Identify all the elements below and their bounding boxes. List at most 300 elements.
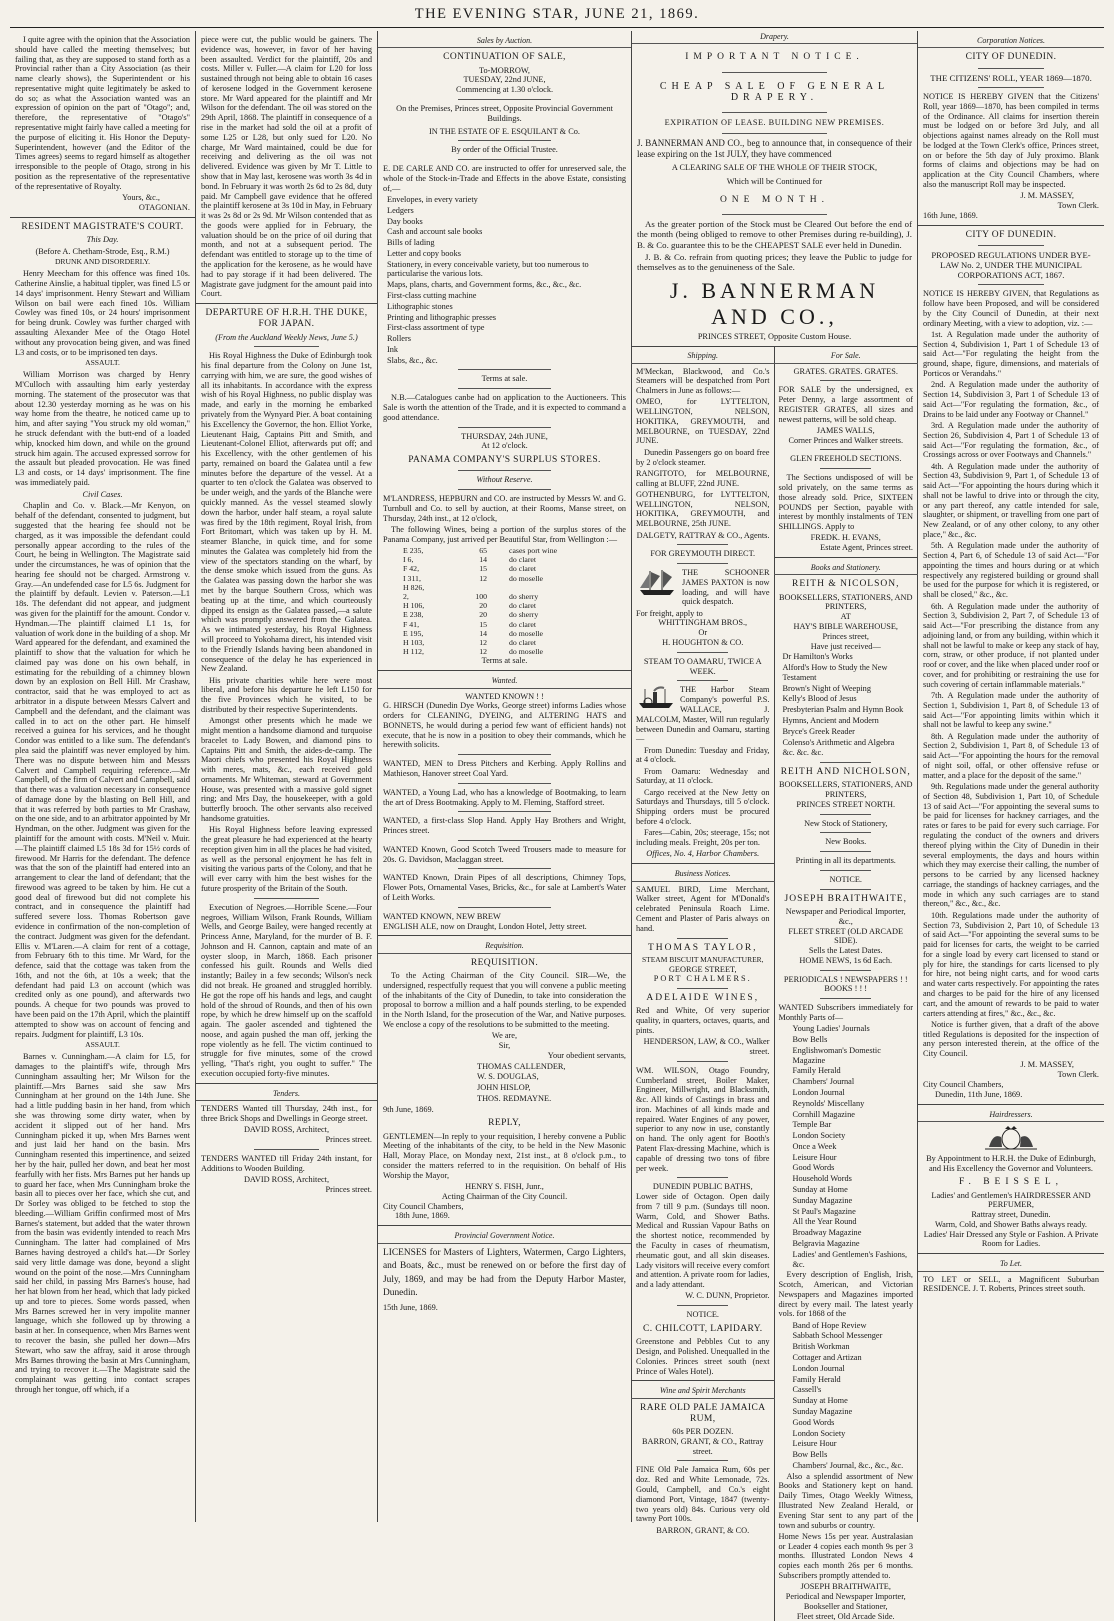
wine-kind: do moselle <box>509 647 543 657</box>
magazine-item: Sunday at Home <box>792 1185 848 1195</box>
bannerman-body: J. BANNERMAN AND CO., beg to announce that, in consequence of their lease expiring on the 1st JULY, they have commenced <box>637 138 912 159</box>
wanted-2: WANTED, MEN to Dress Pitchers and Kerbing. Apply Rollins and Mathieson, Hanover street Coal Yard. <box>383 759 626 778</box>
wine-row <box>403 601 626 610</box>
wine-qty: 15 <box>479 564 487 574</box>
reith2-line-1: New Stock of Stationery, <box>804 818 888 828</box>
drunk-body: Henry Meecham for this offence was fined 10s. Catherine Ainslie, a habitual tippler, was fined L5 or 14 days' imprisonment. Henry Stewart and William Wilson on bail were each fined 10s. William Cowley was fined 10s, or 24 hours' imprisonment for being drunk. Cowley was further charged with assaulting Alexander Mee of the Otago Hotel without any provocation being given, and was fined L3 and costs, or to be imprisoned ten days. <box>15 269 190 357</box>
braithwaite-2-signature: JOSEPH BRAITHWAITE, <box>800 1582 891 1592</box>
proposed-body: NOTICE IS HEREBY GIVEN, that Regulations as follow have been Proposed, and will be considered by the City Council of Dunedin, at their next ordinary Meeting, with a view to adoption, viz. :— <box>923 289 1099 328</box>
letter-close: Yours, &c., <box>122 193 160 202</box>
bannerman-body-3: J. B. & Co. refrain from quoting prices; they leave the Public to judge for themselves as to the genuineness of the Sale. <box>637 251 912 272</box>
decarle-item: Letter and copy books <box>387 248 461 258</box>
requisition-name: W. S. DOUGLAS, <box>477 1072 539 1082</box>
tender-2-address: Princes street. <box>325 1184 372 1194</box>
magazine-item: Once a Week <box>792 1141 837 1151</box>
taylor-port: PORT CHALMERS. <box>653 974 752 984</box>
wanted-4: WANTED, a first-class Slop Hand. Apply Hay Brothers and Wright, Princes street. <box>383 816 626 836</box>
wine-heading: Wine and Spirit Merchants <box>631 1385 775 1398</box>
magazine-item: Cassell's <box>792 1385 822 1395</box>
column-1 <box>10 31 196 1522</box>
chilcott-body: Greenstone and Pebbles Cut to any Design, and Polished. Unequalled in the Colonies. Princes street south (next Prince of Wales Hotel). <box>636 1337 770 1376</box>
baths-body: Lower side of Octagon. Open daily from 7 till 9 p.m. (Sundays till noon. Warm, Cold, and Shower Baths. Medical and Russian Vapour Baths on the shortest notice, recommended by the Faculty in cases of rheumatism, rheumatic gout, and all skin diseases. Lady visitors will receive every comfort and attention. A private room for ladies, and a lady attendant. <box>636 1192 770 1290</box>
departure-body-1: His Royal Highness the Duke of Edinburgh took his final departure from the Colony on June 1st, carrying with him, we are sure, the good wishes of all its inhabitants. In accordance with the express wish of his Royal Highness, no public display was made, and early in the morning he embarked privately from the Wynyard Pier. A boat containing his Excellency the Governor, the hon. Elliot Yorke, Lieutenant Haig, Captains Pitt and Smith, and Lieutenant-Colonel Elliot, afterwards put off; and his Excellency, with the other gentlemen of his party, remained on board the Galatea until a few minutes before the departure of the vessel. At a quarter to ten o'clock the Galatea was observed to be under weigh, and the yards of the Blanche were quickly manned. As the vessel steamed slowly down the harbor, under half steam, a royal salute was fired by the 18th regiment, Royal Irish, from Fort Britomart, which was taken up by H. M. steamer Blanche, in quick time, and for some minutes the Galatea was completely hid from the view of the spectators standing on the wharf, by the dense smoke which issued from the guns. As the Galatea was passing down the harbor she was met by the barque Southern Cross, which was beating up at the time, and which courteously dipped its ensign as the Galatea passed,—a salute which was promptly answered from the Galatea. As we intimated yesterday, his Royal Highness will proceed to Yokohama direct, his intended visit to the Friendly Islands having been abandoned in consequence of the delay he has experienced in New Zealand. <box>201 351 372 674</box>
adelaide-title: ADELAIDE WINES, <box>646 993 760 1004</box>
magazine-item: London Society <box>792 1428 846 1438</box>
expiration-lease: EXPIRATION OF LEASE. BUILDING NEW PREMISES. <box>664 118 885 128</box>
wine-qty: 15 <box>479 619 487 629</box>
wallace-fares: Fares—Cabin, 20s; steerage, 15s; not including meals. Freight, 20s per ton. <box>636 828 770 848</box>
wine-qty: 14 <box>479 628 487 638</box>
sale-date-2: THURSDAY, 24th JUNE, <box>461 431 548 441</box>
wine-mark: H 826, <box>403 582 425 592</box>
decarle-item: Slabs, &c., &c. <box>387 355 438 365</box>
reith-items-list <box>779 652 914 758</box>
braithwaite-2-address: Fleet street, Old Arcade Side. <box>796 1611 895 1621</box>
wine-mark: F 41, <box>403 619 420 629</box>
decarle-items-list <box>383 195 626 366</box>
decarle-item: Printing and lithographic presses <box>387 312 496 322</box>
reply-title: REPLY, <box>488 1118 521 1129</box>
provincial-body: LICENSES for Masters of Lighters, Watermen, Cargo Lighters, and Boats, &c., must be renewed on or before the first day of July, 1869, and may be had from the Deputy Harbor Master, Dunedin. <box>383 1247 626 1299</box>
reith2-title: REITH AND NICHOLSON, <box>780 767 911 778</box>
court-day: This Day. <box>86 234 119 244</box>
wine-mark: I 311, <box>403 573 421 583</box>
magazines-list-2 <box>789 1321 914 1471</box>
reith-item: Bryce's Greek Reader <box>782 726 855 736</box>
wine-row <box>403 583 626 592</box>
wine-mark: H 112, <box>403 647 424 657</box>
wine-row <box>403 564 626 573</box>
decarle-item: Bills of lading <box>387 238 435 248</box>
without-reserve: Without Reserve. <box>476 475 533 485</box>
sale-premises: On the Premises, Princes street, Opposite Provincial Government Buildings. <box>396 103 613 123</box>
grates-address: Corner Princes and Walker streets. <box>788 435 904 445</box>
roll-body: NOTICE IS HEREBY GIVEN that the Citizens' Roll, year 1869—1870, has been compiled in terms of the Ordinance. All claims for insertion therein must be lodged on or before 3rd July, and all objections against names already on the Roll must be lodged at the Town Clerk's office, Princes street, on or before the 5th day of July proximo. Blank forms of claims and objections may be had on application at the City Council Chambers, where also the manuscript Roll may be inspected. <box>923 92 1099 190</box>
letter-signature: OTAGONIAN. <box>138 202 190 212</box>
paxton-or: Or <box>698 628 708 638</box>
adelaide-signature: HENDERSON, LAW, & CO., Walker street. <box>643 1037 770 1056</box>
magazine-item: Sunday Magazine <box>792 1195 853 1205</box>
regulation-item: 9th. Regulations made under the general authority of Section 48, Subdivision 1, Part 10, of Schedule 13 of said Act—"For appointing the several sums to be paid for licenses for hackney carriages, and the rates or fares to be paid for every such carriage. For regulating the conduct of the owners and drivers thereof plying within the City of Dunedin in their several employments, the days and hours within which they may exercise their calling, the number of persons to be carried by any licensed hackney carriage, the standings of hackney carriages, and the mode in which any such carriages are to stand thereon," &c., &c., &c. <box>923 782 1099 909</box>
column-4-left <box>632 347 775 1621</box>
rum-signature: BARRON, GRANT, & CO., Rattray street. <box>641 1436 764 1456</box>
ship-4: RANGITOTO, for MELBOURNE, calling at BLUFF, 22nd JUNE. <box>636 468 770 488</box>
baths-title: DUNEDIN PUBLIC BATHS, <box>652 1182 753 1192</box>
braithwaite-sells: Sells the Latest Dates. <box>808 946 883 956</box>
assault-body: William Morrison was charged by Henry M'Culloch with assaulting him early yesterday morning. The statement of the prosecutor was that about 12.30 yesterday morning as he was on his way home from the theatre, he noticed came up to him, and after saying "You struck my old woman," he struck defendant with the butt-end of a loaded whip, knocked him down, and while on the ground struck him again. The accused expressed sorrow for the assault but pleaded provocation. He was fined L3 and costs, or 14 days' imprisonment. The fine was immediately paid. <box>15 370 190 487</box>
grates-signature: JAMES WALLS, <box>816 425 875 435</box>
wine-kind: do moselle <box>509 628 543 638</box>
requisition-heading: Requisition. <box>378 940 631 953</box>
provincial-heading: Provincial Government Notice. <box>378 1230 631 1243</box>
wine-mark: I 6, <box>403 555 414 565</box>
wine-row <box>403 620 626 629</box>
assault2-heading: ASSAULT. <box>85 1040 120 1050</box>
column-3 <box>378 31 632 1522</box>
civil-body: Chaplin and Co. v. Black.—Mr Kenyon, on behalf of the defendant, consented to judgment, but suggested that the hearing fee should not be charged, as it was impossible the defendant could personally appear according to the rules of the Court, he being in Wellington. The Magistrate said under the circumstances, he was of opinion that the hearing fee should not be charged. Armstrong v. Gray.—An undefended case for L5 6s. Judgment for the plaintiff by default. Levien v. Paterson.—L1 18s. The defendant did not appear, and judgment was given for the plaintiff for the amount. Condor v. Hyndman.—The plaintiff claimed L1 1s, for valuation of work done in the building of a shop. Mr Ward appeared for the defendant, and examined the plaintiff to show that the valuation for which he claimed pay was done on his own behalf, in estimating for the rebuilding of a chimney blown down by an explosion on Bell Hill. Mr Crashaw, contractor, said that he was employed to act as arbitrator in a dispute between Messrs Calvert and Campbell and the defendant, and the claimant was called in to act on the other part. He himself received a guinea for his services, and he thought Condor was entitled to a like sum. The defendant's plea said the plaintiff was never employed by him. There was no dispute between him and Messrs Calvert and Campbell requiring reference.—Mr Campbell, of the firm of Calvert and Campbell, said that there was a valuation necessary in consequence of damage done by the blasting on Bell Hill, and that it was referred by both parties to Mr Crashaw, on the one side, and to an arbitrator appointed by Mr Hyndman, on the other. Judgment was given for the plaintiff for the amount with costs. M'Neil v. Muir.—The plaintiff claimed L5 18s 3d for 15½ cords of firewood. Mr Harris for the defendant. The defence was that the son of the plaintiff had entered into an arrangement to clear the land of defendant; that the firewood was agreed to be taken by him. He cut a good deal of firewood but did not complete his contract, and in consequence the plaintiff had suffered severe loss. Thomas Robertson gave evidence in confirmation of the non-completion of the contract. Judgment was given for the defendant. Ellis v. M'Laren.—A claim for rent of a cottage, from February 6th to this time. Mr Ward, for the defence, said that the cottage was taken from the 16th, and not the 6th, at 10s a week; that the defendant had paid L3 on account (which was credited only as one pound), and afterwards two pounds. A cheque for two pounds was proved to have been paid on the 17th April, which the plaintiff attempted to show was on account of fencing and repairs. Judgment for plaintiff, L3 10s. <box>15 501 190 1039</box>
departure-source: (From the Auckland Weekly News, June 5.) <box>215 332 358 342</box>
requisition-title: REQUISITION. <box>470 957 539 968</box>
clearing-sale: A CLEARING SALE OF THE WHOLE OF THEIR STOCK, <box>671 163 878 173</box>
ship-2: OMEO, for LYTTELTON, WELLINGTON, NELSON, HOKITIKA, GREYMOUTH, and MELBOURNE, on TUESDAY, 22nd JUNE. <box>636 397 770 446</box>
magazine-item: Chambers' Journal <box>792 1077 855 1087</box>
regulation-item: 6th. A Regulation made under the authority of Section 3, Subdivision 2, Part 7, of Schedule 13 of said Act—"For prescribing the distance from any adjoining land, or from any building, within which it shall not be lawful to make or keep any stack of hay, corn, straw, or other produce, if not planted under roof or cover, and the like when placed under roof or cover, and for prohibiting or restraining the use for such covering of certain inflammable materials." <box>923 601 1099 689</box>
magazine-item: Household Words <box>792 1174 852 1184</box>
wine-kind: do claret <box>509 564 537 574</box>
requisition-name: JOHN HISLOP, <box>477 1083 531 1093</box>
drapery-section <box>632 31 917 342</box>
fine-signature: BARRON, GRANT, & CO. <box>656 1525 750 1535</box>
sale-estate: IN THE ESTATE OF E. ESQUILANT & Co. <box>429 126 580 136</box>
reith-have: Have just received— <box>810 641 881 651</box>
reply-signature: HENRY S. FISH, Junr., <box>465 1182 544 1192</box>
glen-body: The Sections undisposed of will be sold privately, on the same terms as those already sold. Price, SIXTEEN POUNDS per Section, payable with interest by monthly instalments of TEN SHILLINGS. Apply to <box>778 473 913 532</box>
requisition-date: 9th June, 1869. <box>383 1104 434 1114</box>
rum-title: RARE OLD PALE JAMAICA RUM, <box>640 1402 766 1424</box>
wine-qty: 65 <box>479 546 487 556</box>
tomorrow: To-MORROW, <box>479 65 530 75</box>
schooner-icon <box>636 568 678 601</box>
wanted-7-title: WANTED KNOWN, NEW BREW <box>383 911 501 921</box>
steamer-icon <box>636 685 676 714</box>
paxton-agent-1: WHITTINGHAM BROS., <box>658 618 748 628</box>
periodicals-body: WANTED Subscribers immediately for Monthly Parts of— <box>778 1003 913 1023</box>
magazine-item: Leisure Hour <box>792 1152 837 1162</box>
greymouth-title: FOR GREYMOUTH DIRECT. <box>650 549 756 559</box>
assault-heading: ASSAULT. <box>85 358 120 368</box>
magazine-item: Broadway Magazine <box>792 1228 862 1238</box>
baths-signature: W. C. DUNN, Proprietor. <box>685 1291 770 1301</box>
wine-qty: 20 <box>479 601 487 611</box>
decarle-body: E. DE CARLE AND CO. are instructed to offer for unreserved sale, the whole of the Stock-in-Trade and Effects in the above Estate, consisting of,— <box>383 164 626 193</box>
braithwaite-title: JOSEPH BRAITHWAITE, <box>784 893 907 904</box>
drapery-heading: Drapery. <box>632 31 917 44</box>
court-before: (Before A. Chetham-Strode, Esq., R.M.) <box>35 246 170 256</box>
wine-row <box>403 647 626 656</box>
magazine-item: Cornhill Magazine <box>792 1109 855 1119</box>
rum-price: 60s PER DOZEN. <box>672 1427 734 1437</box>
roll-signature: J. M. MASSEY, <box>1020 191 1074 201</box>
paxton-agent-2: H. HOUGHTON & CO. <box>662 638 744 648</box>
books-heading: Books and Stationery. <box>774 562 919 575</box>
magazine-item: London Journal <box>792 1363 845 1373</box>
ship-agents: DALGETY, RATTRAY & CO., Agents. <box>636 530 770 540</box>
reith-item: &c. &c. &c. <box>782 748 824 758</box>
magazine-item: Good Words <box>792 1417 835 1427</box>
magazine-item: Chambers' Journal, &c., &c., &c. <box>792 1460 904 1470</box>
decarle-item: Stationery, in every conceivable variety, but too numerous to particularise the various lots. <box>387 259 589 279</box>
taylor-title: THOMAS TAYLOR, <box>647 942 758 953</box>
wine-row <box>403 555 626 564</box>
one-month: ONE MONTH. <box>719 194 830 205</box>
wine-qty: 20 <box>479 610 487 620</box>
column-4 <box>632 31 918 1621</box>
requisition-sir: Sir, <box>498 1040 511 1050</box>
decarle-item: Ink <box>387 344 399 354</box>
continued-for: Which will be Continued for <box>726 177 823 187</box>
braithwaite-home-news: HOME NEWS, 1s 6d Each. <box>799 955 893 965</box>
regulation-item: 3rd. A Regulation made under the authority of Section 26, Subdivision 4, Part 1 of Schedule 13 of said Act—"For regulating the formation, &c., of Crossings across or over Footways and Channels." <box>923 420 1099 460</box>
glen-address: Estate Agent, Princes street. <box>820 543 913 553</box>
column-2 <box>196 31 378 1522</box>
periodicals-body-3: Also a splendid assortment of New Books and Stationery kept on hand. Daily Times, Otago Weekly Witness, Illustrated New Zealand Herald, or Evening Star sent to any part of the town and suburbs or country. <box>778 1471 913 1530</box>
prices: Home News 15s per year. Australasian or Leader 4 copies each month 9s per 3 months. Illustrated London News 4 copies each month 26s per 6 months. Subscribers promptly attended to. <box>778 1531 913 1580</box>
wine-list <box>403 546 626 656</box>
shipping-heading: Shipping. <box>631 350 775 363</box>
wanted-heading: Wanted. <box>378 675 631 688</box>
sale-heading: For Sale. <box>774 350 919 363</box>
steam-title: STEAM TO OAMARU, TWICE A WEEK. <box>643 656 762 676</box>
drunk-heading: DRUNK AND DISORDERLY. <box>54 257 151 267</box>
taylor-sub: STEAM BISCUIT MANUFACTURER, <box>641 954 764 964</box>
ship-5: GOTHENBURG, for LYTTELTON, WELLINGTON, NELSON, HOKITIKA, GREYMOUTH, and MELBOURNE, 25th JUNE. <box>636 489 770 529</box>
reith-item: Dr Hamilton's Works <box>782 652 853 662</box>
regulation-item: 10th. Regulations made under the authority of Section 73, Subdivision 2, Part 10, of Schedule 13 of said Act—"For appointing the several sums to be paid for licenses for carts, the weight to be carried for a single load by every cart licensed to stand or ply for hire, the standings for carts licensed to ply for hire, not being night carts, and for wood carts and water carts respectively. For appointing the rates and charges to be paid for the hire of any licensed cart, and the amount of rewards to be paid to water carters attending at fires," &c., &c., &c. <box>923 910 1099 1018</box>
regulation-item: 5th. A Regulation made under the authority of Section 4, Part 6, of Schedule 13 of said Act—"For appointing the times and hours during or at which respectively any registered building or ground shall be used for the purpose for which it is registered, or shall be closed," &c., &c. <box>923 541 1099 600</box>
sale-time-1: Commencing at 1.30 o'clock. <box>455 85 554 95</box>
requisition-name: THOMAS CALLENDER, <box>477 1061 566 1071</box>
civil-heading: Civil Cases. <box>82 489 123 499</box>
tender-1: TENDERS Wanted till Thursday, 24th inst., for three Brick Shops and Dwellings in George street. <box>201 1104 372 1124</box>
proposed-place: City Council Chambers, <box>923 1080 1004 1090</box>
wine-kind: cases port wine <box>509 546 558 556</box>
city-of-dunedin-1: CITY OF DUNEDIN. <box>965 52 1057 63</box>
magazine-item: Ladies' and Gentlemen's Fashions, &c. <box>792 1249 908 1269</box>
regulation-item: 8th. A Regulation made under the authority of Section 2, Subdivision 1, Part 8, of Schedule 13 of said Act—"For appointing the hours for the removal of night soil, offal, or other offensive refuse or matter, and a place for the deposit of the same." <box>923 731 1099 780</box>
regulation-item: 7th. A Regulation made under the authority of Section 1, Subdivision 1, Part 8, of Schedule 13 of said Act—"For appointing limits within which it shall not be lawful to keep any swine." <box>923 691 1099 730</box>
wine-mark: H 103, <box>403 637 425 647</box>
reith-item: Hymns, Ancient and Modern <box>782 716 879 726</box>
column-5 <box>918 31 1104 1522</box>
auction-heading: Sales by Auction. <box>378 35 631 48</box>
taylor-street: GEORGE STREET, <box>668 964 737 974</box>
hair-sub: Ladies' and Gentlemen's HAIRDRESSER AND PERFUMER, <box>931 1190 1091 1210</box>
reith2-line-3: Printing in all its departments. <box>795 856 896 866</box>
reith-item: Alford's How to Study the New Testament <box>782 663 888 682</box>
adelaide-body: Red and White, Of very superior quality, in quarters, octaves, quarts, and pints. <box>636 1006 770 1035</box>
roll-role: Town Clerk. <box>1057 201 1099 211</box>
proposed-role: Town Clerk. <box>1057 1070 1099 1080</box>
decarle-item: Maps, plans, charts, and Government forms, &c., &c., &c. <box>387 280 582 290</box>
requisition-names <box>473 1062 626 1104</box>
wallace-office: Offices, No. 4, Harbor Chambers. <box>646 849 760 859</box>
tender-1-address: Princes street. <box>325 1135 372 1145</box>
terms-2: Terms at sale. <box>481 656 528 666</box>
wine-mark: E 235, <box>403 546 424 556</box>
columns <box>10 31 1104 1621</box>
bannerman-address: PRINCES STREET, Opposite Custom House. <box>697 332 852 342</box>
wine-kind: do claret <box>509 555 537 565</box>
departure-title: DEPARTURE OF H.R.H. THE DUKE, FOR JAPAN. <box>205 308 368 330</box>
reith2-sub: BOOKSELLERS, STATIONERS, AND PRINTERS, <box>779 780 913 800</box>
wallace-schedule-1: From Dunedin: Tuesday and Friday, at 4 o'clock. <box>636 745 770 765</box>
magazine-item: London Journal <box>792 1088 845 1098</box>
wanted-7-body: ENGLISH ALE, now on Draught, London Hotel, Jetty street. <box>383 921 587 931</box>
notice-title: NOTICE. <box>829 875 862 885</box>
tender-2: TENDERS WANTED till Friday 24th instant, for Additions to Wooden Building. <box>201 1153 372 1173</box>
magazine-item: Sunday at Home <box>792 1396 848 1406</box>
periodicals-title: PERIODICALS ! NEWSPAPERS ! ! BOOKS ! ! ! <box>783 974 908 994</box>
wine-kind: do claret <box>509 637 537 647</box>
wine-row <box>403 610 626 619</box>
wine-kind: do claret <box>509 619 537 629</box>
wine-qty: 14 <box>479 555 487 565</box>
departure-body-3: Amongst other presents which he made we might mention a handsome diamond and turquoise bracelet to Lady Bowen, and diamond pins to Captains Pitt and Smith, the aides-de-camp. The Maori chiefs who presented his Royal Highness with meres, mats, &c., each received gold ornaments. Mr Whiteman, steward at Government House, was presented with a massive gold signet ring; and Mrs Day, the housekeeper, with a gold butterfly brooch. The other servants also received handsome gratuities. <box>201 716 372 823</box>
decarle-item: Lithographic stones <box>387 301 453 311</box>
magazine-item: Bow Bells <box>792 1035 828 1045</box>
departure-body-2: His private charities while here were most liberal, and before his departure he left L150 for the five Provinces which he visited, to be distributed by their respective Superintendents. <box>201 675 372 714</box>
decarle-item: First-class assortment of type <box>387 323 485 333</box>
regulation-item: 1st. A Regulation made under the authority of Section 4, Subdivision 1, Part 1 of Schedule 13 of said Act—"For regulating the height from the ground, shape, figure, dimensions, and materials of Porticos or Verandahs." <box>923 329 1099 379</box>
requisition-body: To the Acting Chairman of the City Council. SIR—We, the undersigned, respectfully request that you will convene a public meeting of the inhabitants of the City of Dunedin, to take into consideration the proposal to borrow a million and a half pounds sterling, to be expended in the North Island, for the prosecution of the War, and Native purposes. We enclose a copy of the resolutions to be submitted to the meeting. <box>383 970 626 1029</box>
wanted-1-title: WANTED KNOWN ! ! <box>465 691 544 701</box>
wine-row <box>403 546 626 555</box>
wine-kind: do moselle <box>509 573 543 583</box>
magazine-item: All the Year Round <box>792 1217 857 1227</box>
court-continued: piece were cut, the public would be gainers. The evidence was, however, in favor of her having been assaulted. Verdict for the plaintiff, 20s and costs. Miller v. Fuller.—A claim for L20 for loss sustained through not being able to obtain 16 cases of kerosene lodged in the Government kerosene store. Mr Ward appeared for the plaintiff and Mr Wilson for the defendant. The oil was stored on the 29th April, 1868. The plaintiff in consequence of a rise in the market had sold the oil at a profit of some L25 or L28, but only sued for L20. No charge, Mr Ward maintained, could be due for receiving and delivering as the oil was not delivered. Evidence was given by Mr T. Little to show that in May last, kerosene was worth 3s 4d in bond. In February it was worth 2s 6d to 2s 8d, duty paid. Mr Campbell gave evidence that he offered the plaintiff kerosene at 3s 10d in May, in February it was 2s 8d or 2s 9d. Mr Wilson contended that as the goods were applied for in February, the valuation should be on the price of oil during that month, and not at a subsequent period. The defendant was entitled to storage up to the time of the application for the kerosene, as he would have had to pay storage if it had been delivered. The Magistrate gave judgment for the amount paid into Court. <box>201 35 372 299</box>
proposed-date: Dunedin, 11th June, 1869. <box>935 1089 1023 1099</box>
magazine-item: St Paul's Magazine <box>792 1206 856 1216</box>
assault2-body: Barnes v. Cunningham.—A claim for L5, for damages to the plaintiff's wife, through Mrs Cunningham assaulting her; Mr Wilson for the plaintiff.—Mrs Barnes said she saw Mrs Cunningham at her ground on the 14th June. She had a little pudding basin in her hand, from which she was throwing some dirty water, when by accident it slipped out of her hand. Mrs Cunningham picked it up, when Mrs Barnes went and just laid her hand on the basin. Mrs Cunningham resented this impertinence, and seized her by the hair, pulled her down, and beat her most fearfully with her fists. Mrs Barnes put her hands up to guard her face, when Mrs Cunningham broke the basin all to pieces over her face, which she cut, and Dr Sorley was obliged to be fetched to stop the bleeding.—William Griffin confirmed most of Mrs Barnes's statement, but added that the water thrown from the basin was evidently intended to reach Mrs Cunningham. The latter had complained of Mrs Barnes having destroyed a child's hat.—Dr Sorley said very little damage was done, beyond a slight wound on the point of the nose.—Mrs Cunningham said her child, in passing Mrs Barnes's house, had her hat blown from her head, which that lady picked up and tore to pieces. Some words passed, when Mrs Barnes screwed her in very impolite manner language, which she followed up by throwing a basin at her. In consequence, when Mrs Barnes went to recover the basin, she pulled her down—Mrs Stewart, who saw the affray, said it arose through Mrs Barnes throwing the basin at Mrs Cunningham, and trying to recover it.—The Magistrate said the complainant was getting into contact scrapes through her tongue, off which, if a <box>15 1052 190 1394</box>
wine-row <box>403 638 626 647</box>
wine-kind: do sherry <box>509 591 539 601</box>
magazine-item: Bow Bells <box>792 1450 828 1460</box>
reply-place: City Council Chambers, <box>383 1201 464 1211</box>
grates-title: GRATES. GRATES. GRATES. <box>793 366 898 376</box>
reply-role: Acting Chairman of the City Council. <box>441 1191 568 1201</box>
wine-kind: do sherry <box>509 610 539 620</box>
decarle-item: First-class cutting machine <box>387 290 477 300</box>
ship-3: Dunedin Passengers go on board free by 2 o'clock steamer. <box>636 447 770 467</box>
royal-crest-icon <box>923 1125 1099 1154</box>
column-4-split <box>632 346 917 1621</box>
reply-date: 18th June, 1869. <box>395 1211 450 1221</box>
wine-mark: H 106, <box>403 601 425 611</box>
magazine-item: Temple Bar <box>792 1120 832 1130</box>
sale-date-1: TUESDAY, 22nd JUNE, <box>463 75 546 85</box>
magazine-item: Good Words <box>792 1163 835 1173</box>
wanted-5: WANTED Known, Good Scotch Tweed Trousers made to measure for 20s. G. Davidson, Maclaggan street. <box>383 844 626 864</box>
requisition-servants: Your obedient servants, <box>547 1050 626 1060</box>
corporation-heading: Corporation Notices. <box>918 35 1104 48</box>
magazine-item: Belgravia Magazine <box>792 1238 860 1248</box>
tender-2-signature: DAVID ROSS, Architect, <box>243 1174 330 1184</box>
sale-order: By order of the Official Trustee. <box>451 145 558 155</box>
wallace-body: THE Harbor Steam Company's powerful P.S. WALLACE, J. MALCOLM, Master, Will run regularly between Dunedin and Oamaru, starting— <box>636 685 770 744</box>
reith-title: REITH & NICOLSON, <box>791 579 900 590</box>
mlandress-body: M'LANDRESS, HEPBURN and CO. are instructed by Messrs W. and G. Turnbull and Co. to sell by auction, at their Rooms, Manse street, on Thursday, 24th inst., at 12 o'clock, <box>383 494 626 523</box>
decarle-item: Rollers <box>387 334 411 344</box>
hair-body: By Appointment to H.R.H. the Duke of Edinburgh, and His Excellency the Governor and Volunteers. <box>926 1153 1096 1173</box>
departure-body-4: His Royal Highness before leaving expressed the great pleasure he had experienced at the hearty reception given him in all the places he had visited, as well as the personal enjoyment he has felt in visiting the various parts of the Colony, and that he will ever carry with him the best wishes for the future prosperity of the Britain of the South. <box>201 825 372 893</box>
magazine-item: Leisure Hour <box>792 1439 837 1449</box>
regulation-item: 2nd. A Regulation made under the authority of Section 14, Subdivision 3, Part 1 of Schedule 13 of said Act—"For regulating the formation, &c., of Drains to be laid under any Footway or Channel." <box>923 380 1099 419</box>
wine-kind: do claret <box>509 601 537 611</box>
sale-time-2: At 12 o'clock. <box>481 441 528 451</box>
regulations-list <box>923 330 1099 1018</box>
ship-1: M'Meckan, Blackwood, and Co.'s Steamers will be despatched from Port Chalmers in June as follows:— <box>636 366 770 396</box>
grates-body: FOR SALE by the undersigned, ex Peter Denny, a large assortment of REGISTER GRATES, all sizes and newest patterns, will be sold cheap. <box>778 385 913 424</box>
decarle-item: Day books <box>387 216 423 226</box>
wallace-cargo: Cargo received at the New Jetty on Saturdays and Thursdays, till 5 o'clock. Shipping orders must be procured before 4 o'clock. <box>636 787 770 827</box>
decarle-item: Ledgers <box>387 205 414 215</box>
masthead: THE EVENING STAR, JUNE 21, 1869. <box>10 0 1104 28</box>
reply-body: GENTLEMEN—In reply to your requisition, I hereby convene a Public Meeting of the inhabitants of the city, to be held in the New Masonic Hall, Moray Place, on Monday next, 21st inst., at 8 o'clock p.m., to consider the matters referred to in the requisition. On behalf of His Worship the Mayor, <box>383 1131 626 1180</box>
magazine-item: Family Herald <box>792 1066 841 1076</box>
tender-1-signature: DAVID ROSS, Architect, <box>243 1125 330 1135</box>
court-title: RESIDENT MAGISTRATE'S COURT. <box>21 221 184 232</box>
requisition-name: THOS. REDMAYNE. <box>477 1093 552 1103</box>
nb-note: N.B.—Catalogues canbe had on application to the Auctioneers. This Sale is worth the attention of the Trade, and it is expected to command a good attendance. <box>383 393 626 422</box>
magazine-item: Sabbath School Messenger <box>792 1331 883 1341</box>
wine-qty <box>457 583 487 592</box>
wine-qty: 100 <box>475 591 487 601</box>
wine-mark: F 42, <box>403 564 420 574</box>
reith-item: Colenso's Arithmetic and Algebra <box>782 737 895 747</box>
samuel-bird: SAMUEL BIRD, Lime Merchant, Walker street, Agent for M'Donald's celebrated Peninsula Roach Lime. Cement and Plaster of Paris always on hand. <box>636 884 770 933</box>
requisition-we: We are, <box>491 1031 518 1041</box>
fine-rum: FINE Old Pale Jamaica Rum, 60s per doz. Red and White Lemonade, 72s. Gould, Campbell, and Co.'s eight diamond Port, Vintage, 1847 (twenty-two years old) 84s. Curious very old tawny Port 100s. <box>636 1465 770 1524</box>
reith-sub: BOOKSELLERS, STATIONERS, AND PRINTERS, <box>779 592 913 612</box>
decarle-item: Envelopes, in every variety <box>387 194 478 204</box>
roll-title: THE CITIZENS' ROLL, YEAR 1869—1870. <box>930 72 1092 83</box>
periodicals-body-2: Every description of English, Irish, Scotch, American, and Victorian Newspapers and Magazines imported direct by every mail. The latest yearly vols. for 1868 of the <box>778 1270 913 1319</box>
wine-qty: 12 <box>479 647 487 657</box>
proposed-signature: J. M. MASSEY, <box>1020 1060 1074 1070</box>
wanted-3: WANTED, a Young Lad, who has a knowledge of Bootmaking, to learn the art of Dress Bootmaking. Apply to M. Fleming, Stafford street. <box>383 787 626 807</box>
wine-qty: 12 <box>479 637 487 647</box>
reith2-line-2: New Books. <box>825 837 867 847</box>
wanted-1-body: G. HIRSCH (Dunedin Dye Works, George street) informs Ladies whose orders for CLEANING, DYEING, and ALTERING HATS and BONNETS, he would during a period few want of efficient hands) not execute, that he is now in a position to obey their commands, which he herewith solicits. <box>383 701 626 750</box>
notice-small: NOTICE. <box>686 1310 719 1320</box>
glen-title: GLEN FREEHOLD SECTIONS. <box>790 454 902 464</box>
magazine-item: Cottager and Artizan <box>792 1353 862 1363</box>
reith2-address: PRINCES STREET NORTH. <box>796 799 896 809</box>
column-4-right <box>775 347 918 1621</box>
magazine-item: Young Ladies' Journals <box>792 1024 870 1034</box>
to-let-heading: To Let. <box>918 1258 1104 1271</box>
magazine-item: Englishwoman's Domestic Magazine <box>792 1045 881 1065</box>
wine-row <box>403 629 626 638</box>
hair-address: Rattray street, Dunedin. <box>971 1210 1051 1220</box>
bannerman-body-2: As the greater portion of the Stock must be Cleared Out before the end of the month (being obliged to remove to other Premises during re-building), J. B. & Co. guarantee this to be the CHEAPEST SALE ever held in Dunedin. <box>637 219 912 250</box>
magazine-item: Sunday Magazine <box>792 1406 853 1416</box>
magazine-item: British Workman <box>792 1342 850 1352</box>
paxton-freight: For freight, apply to <box>636 608 703 618</box>
continuation-of-sale: CONTINUATION OF SALE, <box>443 52 566 63</box>
business-heading: Business Notices. <box>631 868 775 881</box>
regulation-item: 4th. A Regulation made under the authority of Section 43, Subdivision 9, Part 1, of Schedule 13 of said Act—"For appointing the hours during which it shall not be lawful to drive into or through the city, or any part thereof, any cattle intended for sale, slaughter, or shipment, or travelling from one part of New Zealand, or of any other colony, to any other place," &c., &c. <box>923 461 1099 540</box>
important-notice: IMPORTANT NOTICE. <box>685 52 864 63</box>
proposed-title: PROPOSED REGULATIONS UNDER BYE-LAW No. 2, UNDER THE MUNICIPAL CORPORATIONS ACT, 1867. <box>931 249 1091 281</box>
magazine-item: Reynolds' Miscellany <box>792 1098 865 1108</box>
reith-warehouse: HAY'S BIBLE WAREHOUSE, <box>793 621 899 631</box>
proposed-body-2: Notice is further given, that a draft of the above titled Regulations is deposited for the inspection of any person interested therein, at the office of the City Council. <box>923 1019 1099 1059</box>
panama-title: PANAMA COMPANY'S SURPLUS STORES. <box>408 455 601 466</box>
hairdressers-heading: Hairdressers. <box>918 1109 1104 1122</box>
wine-mark: 2, <box>403 591 409 601</box>
city-of-dunedin-2: CITY OF DUNEDIN. <box>965 229 1057 240</box>
provincial-date: 15th June, 1869. <box>383 1302 438 1312</box>
wine-mark: E 238, <box>403 610 424 620</box>
reith-street: Princes street, <box>822 631 870 641</box>
wine-qty: 12 <box>479 573 487 583</box>
hair-body-2: Warm, Cold, and Shower Baths always ready. Ladies' Hair Dressed any Style or Fashion. A Private Room for Ladies. <box>923 1219 1099 1249</box>
cheap-sale: CHEAP SALE OF GENERAL DRAPERY. <box>659 80 890 104</box>
wine-row <box>403 592 626 601</box>
reith-item: Kelly's Blood of Jesus <box>782 694 857 704</box>
wanted-6: WANTED Known, Drain Pipes of all descriptions, Chimney Tops, Flower Pots, Ornamental Vases, Bricks, &c., for sale at Lambert's Water of Leith Works. <box>383 873 626 902</box>
